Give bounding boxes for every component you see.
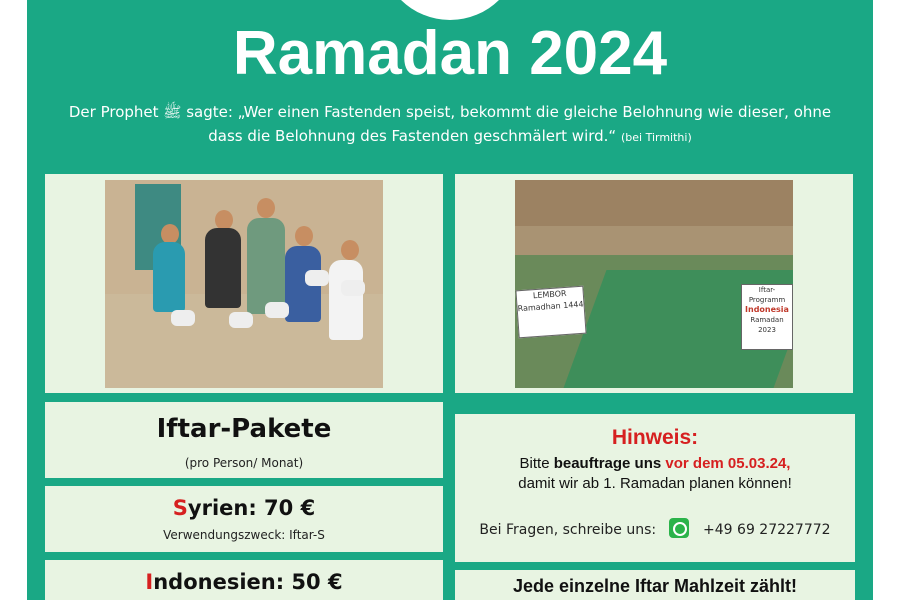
whatsapp-icon[interactable] bbox=[669, 518, 689, 538]
quote-line-1: Der Prophet ﷺ sagte: „Wer einen Fastenden speist, bekommt die gleiche Belohnung wie dieser, ohne bbox=[68, 103, 832, 121]
page-title: Ramadan 2024 bbox=[232, 19, 668, 88]
photo-card-indonesia bbox=[455, 174, 853, 393]
every-meal-counts-text: Jede einzelne Iftar Mahlzeit zählt! bbox=[512, 576, 798, 596]
hadith-quote bbox=[57, 100, 843, 150]
iftar-heading: Iftar-Pakete bbox=[156, 414, 332, 444]
quote-line-2 bbox=[57, 124, 843, 150]
every-meal-counts-box bbox=[455, 570, 855, 600]
quote-source: (bei Tirmithi) bbox=[620, 131, 692, 144]
indonesia-price-box bbox=[45, 560, 443, 600]
iftar-packages-box bbox=[45, 402, 443, 478]
sign-lembor: LEMBOR Ramadhan 1444 bbox=[515, 286, 586, 339]
children-with-food-packages-photo bbox=[105, 180, 383, 388]
notice-line-2: damit wir ab 1. Ramadan planen können! bbox=[518, 475, 792, 492]
contact-label: Bei Fragen, schreibe uns: bbox=[479, 522, 657, 538]
iftar-subheading: (pro Person/ Monat) bbox=[184, 456, 304, 470]
contact-line bbox=[455, 518, 855, 538]
notice-heading: Hinweis: bbox=[611, 426, 699, 449]
syria-reference: Verwendungszweck: Iftar-S bbox=[163, 528, 325, 542]
syria-price: Syrien: 70 € bbox=[172, 496, 316, 520]
photo-card-syria bbox=[45, 174, 443, 393]
notice-box bbox=[455, 414, 855, 562]
syria-price-box bbox=[45, 486, 443, 552]
sign-indonesia: Iftar-Programm Indonesia Ramadan 2023 bbox=[741, 284, 793, 350]
contact-phone[interactable]: +49 69 27227772 bbox=[703, 522, 831, 538]
flyer-panel bbox=[27, 0, 873, 600]
notice-line-1: Bitte beauftrage uns vor dem 05.03.24, bbox=[519, 455, 791, 472]
quote-line-2-text: dass die Belohnung des Fastenden geschmälert wird.“ bbox=[208, 127, 617, 145]
indonesia-price: Indonesien: 50 € bbox=[145, 570, 343, 594]
children-iftar-meal-photo bbox=[515, 180, 793, 388]
